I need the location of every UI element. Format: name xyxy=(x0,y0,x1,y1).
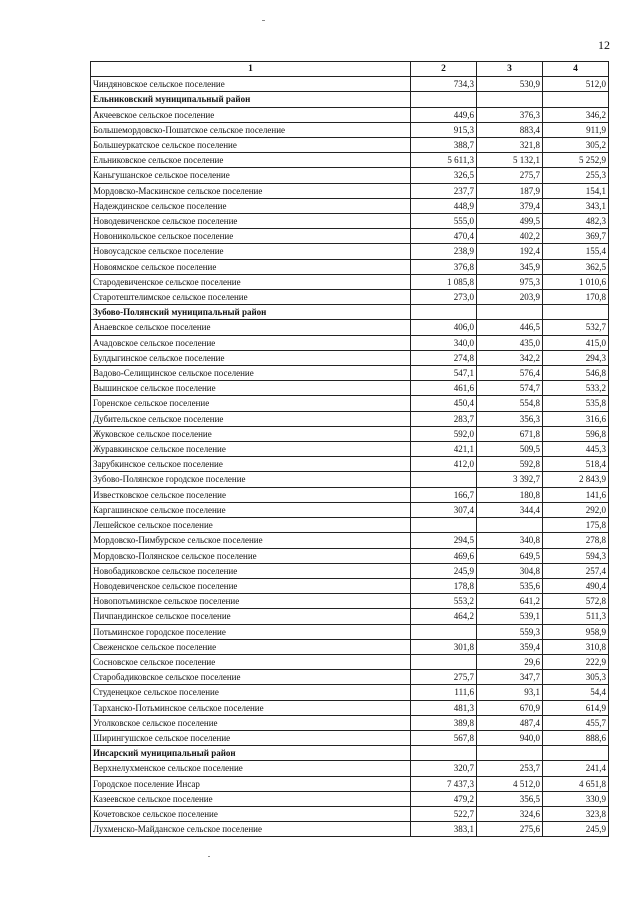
settlement-name-cell: Новоусадское сельское поселение xyxy=(91,244,411,259)
value-col-3-cell: 187,9 xyxy=(477,183,543,198)
value-col-3-cell xyxy=(477,518,543,533)
table-row xyxy=(91,624,609,639)
value-col-2-cell: 274,8 xyxy=(411,350,477,365)
section-row xyxy=(91,305,609,320)
settlement-name-cell: Старобадиковское сельское поселение xyxy=(91,670,411,685)
value-col-3-cell: 530,9 xyxy=(477,77,543,92)
value-col-2-cell: 481,3 xyxy=(411,700,477,715)
settlement-name-cell: Новобадиковское сельское поселение xyxy=(91,563,411,578)
table-row xyxy=(91,107,609,122)
value-col-2-cell: 389,8 xyxy=(411,715,477,730)
value-col-2-cell: 238,9 xyxy=(411,244,477,259)
table-row xyxy=(91,487,609,502)
value-col-3-cell: 192,4 xyxy=(477,244,543,259)
header-col-2: 2 xyxy=(411,62,477,77)
settlement-name-cell: Лухменско-Майданское сельское поселение xyxy=(91,822,411,837)
value-col-4-cell: 2 843,9 xyxy=(543,472,609,487)
settlement-name-cell: Студенецкое сельское поселение xyxy=(91,685,411,700)
value-col-4-cell: 294,3 xyxy=(543,350,609,365)
value-col-2-cell: 567,8 xyxy=(411,730,477,745)
value-col-4-cell: 245,9 xyxy=(543,822,609,837)
table-row xyxy=(91,472,609,487)
value-col-2-cell: 406,0 xyxy=(411,320,477,335)
value-col-2-cell: 237,7 xyxy=(411,183,477,198)
table-row xyxy=(91,381,609,396)
value-col-4-cell: 175,8 xyxy=(543,518,609,533)
settlement-name-cell: Зарубкинское сельское поселение xyxy=(91,457,411,472)
value-col-2-cell: 383,1 xyxy=(411,822,477,837)
table-row xyxy=(91,396,609,411)
settlement-name-cell: Ельниковский муниципальный район xyxy=(91,92,411,107)
settlement-name-cell: Старотештелимское сельское поселение xyxy=(91,290,411,305)
value-col-4-cell: 415,0 xyxy=(543,335,609,350)
value-col-4-cell: 54,4 xyxy=(543,685,609,700)
settlement-name-cell: Надеждинское сельское поселение xyxy=(91,198,411,213)
settlement-name-cell: Каргашинское сельское поселение xyxy=(91,502,411,517)
value-col-2-cell: 307,4 xyxy=(411,502,477,517)
settlement-name-cell: Тарханско-Потьминское сельское поселение xyxy=(91,700,411,715)
value-col-3-cell: 554,8 xyxy=(477,396,543,411)
value-col-2-cell xyxy=(411,654,477,669)
table-row xyxy=(91,594,609,609)
value-col-3-cell: 539,1 xyxy=(477,609,543,624)
settlement-name-cell: Ачадовское сельское поселение xyxy=(91,335,411,350)
table-row xyxy=(91,685,609,700)
table-row xyxy=(91,578,609,593)
table-row xyxy=(91,730,609,745)
value-col-2-cell: 178,8 xyxy=(411,578,477,593)
settlement-name-cell: Верхнелухменское сельское поселение xyxy=(91,761,411,776)
value-col-2-cell: 464,2 xyxy=(411,609,477,624)
value-col-4-cell: 1 010,6 xyxy=(543,274,609,289)
table-row xyxy=(91,274,609,289)
settlement-name-cell: Новопотьминское сельское поселение xyxy=(91,594,411,609)
value-col-2-cell: 245,9 xyxy=(411,563,477,578)
table-row xyxy=(91,259,609,274)
value-col-2-cell: 412,0 xyxy=(411,457,477,472)
settlement-name-cell: Ельниковское сельское поселение xyxy=(91,153,411,168)
table-row xyxy=(91,335,609,350)
value-col-4-cell: 155,4 xyxy=(543,244,609,259)
top-scan-mark xyxy=(262,20,265,21)
value-col-3-cell: 340,8 xyxy=(477,533,543,548)
table-row xyxy=(91,214,609,229)
table-row xyxy=(91,533,609,548)
value-col-3-cell: 499,5 xyxy=(477,214,543,229)
value-col-4-cell: 4 651,8 xyxy=(543,776,609,791)
table-row xyxy=(91,426,609,441)
value-col-4-cell xyxy=(543,746,609,761)
table-row xyxy=(91,822,609,837)
value-col-2-cell: 320,7 xyxy=(411,761,477,776)
value-col-3-cell: 347,7 xyxy=(477,670,543,685)
value-col-4-cell: 512,0 xyxy=(543,77,609,92)
value-col-2-cell: 5 611,3 xyxy=(411,153,477,168)
settlement-name-cell: Лешейское сельское поселение xyxy=(91,518,411,533)
value-col-4-cell: 305,2 xyxy=(543,138,609,153)
settlement-name-cell: Известковское сельское поселение xyxy=(91,487,411,502)
table-row xyxy=(91,670,609,685)
value-col-3-cell xyxy=(477,305,543,320)
value-col-4-cell: 533,2 xyxy=(543,381,609,396)
value-col-3-cell: 435,0 xyxy=(477,335,543,350)
value-col-4-cell: 5 252,9 xyxy=(543,153,609,168)
bottom-scan-mark xyxy=(208,856,210,857)
value-col-4-cell xyxy=(543,305,609,320)
value-col-2-cell: 915,3 xyxy=(411,122,477,137)
settlement-name-cell: Журавкинское сельское поселение xyxy=(91,442,411,457)
table-row xyxy=(91,761,609,776)
value-col-2-cell: 294,5 xyxy=(411,533,477,548)
settlement-name-cell: Стародевиченское сельское поселение xyxy=(91,274,411,289)
table-row xyxy=(91,198,609,213)
table-row xyxy=(91,791,609,806)
value-col-2-cell: 470,4 xyxy=(411,229,477,244)
value-col-3-cell: 324,6 xyxy=(477,806,543,821)
value-col-3-cell: 509,5 xyxy=(477,442,543,457)
table-row xyxy=(91,77,609,92)
value-col-3-cell: 356,5 xyxy=(477,791,543,806)
value-col-4-cell: 310,8 xyxy=(543,639,609,654)
header-col-3: 3 xyxy=(477,62,543,77)
value-col-4-cell: 141,6 xyxy=(543,487,609,502)
value-col-2-cell: 469,6 xyxy=(411,548,477,563)
value-col-4-cell: 594,3 xyxy=(543,548,609,563)
table-row xyxy=(91,153,609,168)
value-col-3-cell: 180,8 xyxy=(477,487,543,502)
settlement-name-cell: Новодевиченское сельское поселение xyxy=(91,214,411,229)
table-row xyxy=(91,350,609,365)
settlement-name-cell: Вышинское сельское поселение xyxy=(91,381,411,396)
value-col-3-cell: 574,7 xyxy=(477,381,543,396)
value-col-4-cell: 546,8 xyxy=(543,366,609,381)
settlement-name-cell: Кочетовское сельское поселение xyxy=(91,806,411,821)
value-col-2-cell xyxy=(411,746,477,761)
value-col-4-cell: 911,9 xyxy=(543,122,609,137)
value-col-4-cell: 222,9 xyxy=(543,654,609,669)
settlement-name-cell: Потьминское городское поселение xyxy=(91,624,411,639)
settlement-name-cell: Вадово-Селищинское сельское поселение xyxy=(91,366,411,381)
table-row xyxy=(91,229,609,244)
value-col-2-cell: 275,7 xyxy=(411,670,477,685)
value-col-4-cell: 241,4 xyxy=(543,761,609,776)
value-col-3-cell: 649,5 xyxy=(477,548,543,563)
value-col-3-cell: 203,9 xyxy=(477,290,543,305)
value-col-3-cell: 376,3 xyxy=(477,107,543,122)
value-col-4-cell: 535,8 xyxy=(543,396,609,411)
value-col-2-cell: 479,2 xyxy=(411,791,477,806)
value-col-3-cell: 446,5 xyxy=(477,320,543,335)
settlement-name-cell: Пичпандинское сельское поселение xyxy=(91,609,411,624)
value-col-4-cell: 482,3 xyxy=(543,214,609,229)
settlement-name-cell: Казеевское сельское поселение xyxy=(91,791,411,806)
value-col-3-cell: 535,6 xyxy=(477,578,543,593)
value-col-3-cell: 275,6 xyxy=(477,822,543,837)
settlement-name-cell: Инсарский муниципальный район xyxy=(91,746,411,761)
value-col-4-cell: 346,2 xyxy=(543,107,609,122)
table-row xyxy=(91,502,609,517)
settlement-name-cell: Свеженское сельское поселение xyxy=(91,639,411,654)
page-number: 12 xyxy=(598,38,610,52)
value-col-4-cell: 255,3 xyxy=(543,168,609,183)
value-col-2-cell xyxy=(411,92,477,107)
value-col-4-cell: 278,8 xyxy=(543,533,609,548)
value-col-3-cell: 29,6 xyxy=(477,654,543,669)
settlement-name-cell: Большемордовско-Пошатское сельское поселение xyxy=(91,122,411,137)
value-col-2-cell: 326,5 xyxy=(411,168,477,183)
value-col-2-cell: 547,1 xyxy=(411,366,477,381)
table-row xyxy=(91,411,609,426)
value-col-2-cell xyxy=(411,305,477,320)
settlement-name-cell: Дубительское сельское поселение xyxy=(91,411,411,426)
value-col-2-cell: 273,0 xyxy=(411,290,477,305)
value-col-3-cell: 592,8 xyxy=(477,457,543,472)
table-row xyxy=(91,457,609,472)
header-col-4: 4 xyxy=(543,62,609,77)
settlement-name-cell: Мордовско-Полянское сельское поселение xyxy=(91,548,411,563)
value-col-3-cell: 670,9 xyxy=(477,700,543,715)
value-col-2-cell: 522,7 xyxy=(411,806,477,821)
table-row xyxy=(91,518,609,533)
value-col-2-cell: 461,6 xyxy=(411,381,477,396)
budget-table xyxy=(90,61,609,837)
value-col-2-cell: 1 085,8 xyxy=(411,274,477,289)
value-col-3-cell: 671,8 xyxy=(477,426,543,441)
settlement-name-cell: Горенское сельское поселение xyxy=(91,396,411,411)
value-col-2-cell: 734,3 xyxy=(411,77,477,92)
settlement-name-cell: Чиндяновское сельское поселение xyxy=(91,77,411,92)
value-col-4-cell: 455,7 xyxy=(543,715,609,730)
value-col-2-cell: 376,8 xyxy=(411,259,477,274)
value-col-2-cell: 301,8 xyxy=(411,639,477,654)
value-col-3-cell: 344,4 xyxy=(477,502,543,517)
value-col-3-cell: 304,8 xyxy=(477,563,543,578)
value-col-4-cell: 490,4 xyxy=(543,578,609,593)
value-col-3-cell: 345,9 xyxy=(477,259,543,274)
table-row xyxy=(91,700,609,715)
settlement-name-cell: Городское поселение Инсар xyxy=(91,776,411,791)
settlement-name-cell: Каньгушанское сельское поселение xyxy=(91,168,411,183)
value-col-2-cell: 283,7 xyxy=(411,411,477,426)
value-col-3-cell: 883,4 xyxy=(477,122,543,137)
settlement-name-cell: Жуковское сельское поселение xyxy=(91,426,411,441)
table-row xyxy=(91,654,609,669)
value-col-3-cell: 321,8 xyxy=(477,138,543,153)
value-col-4-cell: 305,3 xyxy=(543,670,609,685)
value-col-4-cell: 323,8 xyxy=(543,806,609,821)
settlement-name-cell: Зубово-Полянский муниципальный район xyxy=(91,305,411,320)
value-col-4-cell: 292,0 xyxy=(543,502,609,517)
value-col-3-cell: 3 392,7 xyxy=(477,472,543,487)
value-col-3-cell: 940,0 xyxy=(477,730,543,745)
settlement-name-cell: Зубово-Полянское городское поселение xyxy=(91,472,411,487)
value-col-4-cell: 572,8 xyxy=(543,594,609,609)
value-col-3-cell: 576,4 xyxy=(477,366,543,381)
value-col-3-cell: 253,7 xyxy=(477,761,543,776)
table-row xyxy=(91,563,609,578)
table-row xyxy=(91,639,609,654)
settlement-name-cell: Новодевиченское сельское поселение xyxy=(91,578,411,593)
settlement-name-cell: Ширингушское сельское поселение xyxy=(91,730,411,745)
value-col-3-cell: 975,3 xyxy=(477,274,543,289)
table-row xyxy=(91,168,609,183)
table-row xyxy=(91,122,609,137)
table-body xyxy=(91,77,609,837)
value-col-2-cell: 340,0 xyxy=(411,335,477,350)
value-col-4-cell: 532,7 xyxy=(543,320,609,335)
value-col-4-cell: 958,9 xyxy=(543,624,609,639)
table-row xyxy=(91,366,609,381)
section-row xyxy=(91,92,609,107)
table-row xyxy=(91,715,609,730)
value-col-2-cell: 166,7 xyxy=(411,487,477,502)
value-col-3-cell: 402,2 xyxy=(477,229,543,244)
value-col-2-cell: 421,1 xyxy=(411,442,477,457)
table-header-row xyxy=(91,62,609,77)
value-col-3-cell xyxy=(477,746,543,761)
value-col-2-cell xyxy=(411,518,477,533)
value-col-4-cell: 596,8 xyxy=(543,426,609,441)
value-col-2-cell: 388,7 xyxy=(411,138,477,153)
table-row xyxy=(91,609,609,624)
table-row xyxy=(91,806,609,821)
table-row xyxy=(91,290,609,305)
value-col-2-cell: 449,6 xyxy=(411,107,477,122)
value-col-3-cell: 559,3 xyxy=(477,624,543,639)
settlement-name-cell: Уголковское сельское поселение xyxy=(91,715,411,730)
value-col-2-cell: 7 437,3 xyxy=(411,776,477,791)
value-col-3-cell: 4 512,0 xyxy=(477,776,543,791)
value-col-3-cell: 641,2 xyxy=(477,594,543,609)
value-col-4-cell: 445,3 xyxy=(543,442,609,457)
value-col-4-cell: 511,3 xyxy=(543,609,609,624)
value-col-4-cell: 614,9 xyxy=(543,700,609,715)
settlement-name-cell: Большеуркатское сельское поселение xyxy=(91,138,411,153)
value-col-4-cell: 369,7 xyxy=(543,229,609,244)
settlement-name-cell: Мордовско-Маскинское сельское поселение xyxy=(91,183,411,198)
value-col-3-cell xyxy=(477,92,543,107)
table-row xyxy=(91,244,609,259)
value-col-3-cell: 359,4 xyxy=(477,639,543,654)
value-col-2-cell: 448,9 xyxy=(411,198,477,213)
value-col-2-cell: 111,6 xyxy=(411,685,477,700)
header-col-1: 1 xyxy=(91,62,411,77)
value-col-3-cell: 275,7 xyxy=(477,168,543,183)
value-col-2-cell xyxy=(411,472,477,487)
value-col-2-cell: 555,0 xyxy=(411,214,477,229)
table-row xyxy=(91,548,609,563)
table-row xyxy=(91,320,609,335)
value-col-4-cell: 257,4 xyxy=(543,563,609,578)
value-col-3-cell: 93,1 xyxy=(477,685,543,700)
value-col-3-cell: 342,2 xyxy=(477,350,543,365)
table-row xyxy=(91,442,609,457)
value-col-4-cell: 362,5 xyxy=(543,259,609,274)
settlement-name-cell: Анаевское сельское поселение xyxy=(91,320,411,335)
value-col-3-cell: 487,4 xyxy=(477,715,543,730)
settlement-name-cell: Сосновское сельское поселение xyxy=(91,654,411,669)
value-col-2-cell: 450,4 xyxy=(411,396,477,411)
value-col-4-cell: 170,8 xyxy=(543,290,609,305)
section-row xyxy=(91,746,609,761)
value-col-4-cell: 330,9 xyxy=(543,791,609,806)
settlement-name-cell: Булдыгинское сельское поселение xyxy=(91,350,411,365)
value-col-4-cell: 343,1 xyxy=(543,198,609,213)
value-col-4-cell: 888,6 xyxy=(543,730,609,745)
value-col-3-cell: 5 132,1 xyxy=(477,153,543,168)
value-col-4-cell: 154,1 xyxy=(543,183,609,198)
value-col-4-cell xyxy=(543,92,609,107)
table-row xyxy=(91,776,609,791)
value-col-2-cell: 553,2 xyxy=(411,594,477,609)
table-row xyxy=(91,138,609,153)
value-col-4-cell: 316,6 xyxy=(543,411,609,426)
settlement-name-cell: Новоямское сельское поселение xyxy=(91,259,411,274)
value-col-2-cell: 592,0 xyxy=(411,426,477,441)
table-row xyxy=(91,183,609,198)
settlement-name-cell: Акчеевское сельское поселение xyxy=(91,107,411,122)
settlement-name-cell: Мордовско-Пимбурское сельское поселение xyxy=(91,533,411,548)
value-col-2-cell xyxy=(411,624,477,639)
value-col-3-cell: 356,3 xyxy=(477,411,543,426)
value-col-4-cell: 518,4 xyxy=(543,457,609,472)
value-col-3-cell: 379,4 xyxy=(477,198,543,213)
settlement-name-cell: Новоникольское сельское поселение xyxy=(91,229,411,244)
